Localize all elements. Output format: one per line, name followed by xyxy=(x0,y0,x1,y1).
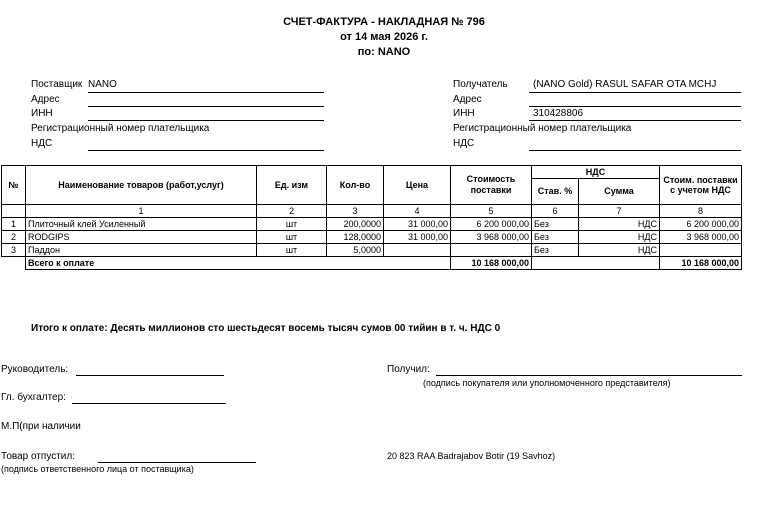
row-cost: 3 968 000,00 xyxy=(451,231,532,244)
header-price: Цена xyxy=(384,166,451,205)
stamp-label: М.П(при наличии xyxy=(1,421,81,432)
accountant-label: Гл. бухгалтер: xyxy=(1,392,66,403)
received-note: (подпись покупателя или уполномоченного представителя) xyxy=(423,378,671,388)
row-cost xyxy=(451,244,532,257)
received-sign-line xyxy=(436,375,742,376)
supplier-line xyxy=(88,92,324,93)
row-total xyxy=(660,244,742,257)
supplier-label: Поставщик xyxy=(31,79,83,90)
driver-info: 20 823 RAA Badrajabov Botir (19 Savhoz) xyxy=(387,451,556,461)
supplier-reg-label: Регистрационный номер плательщика xyxy=(31,123,210,134)
total-cost: 10 168 000,00 xyxy=(451,257,532,270)
row-num: 1 xyxy=(2,218,26,231)
header-name: Наименование товаров (работ,услуг) xyxy=(26,166,257,205)
row-vat-rate: Без xyxy=(532,244,579,257)
invoice-title: СЧЕТ-ФАКТУРА - НАКЛАДНАЯ № 796 xyxy=(283,16,485,28)
table-row xyxy=(2,218,742,231)
recipient-value: (NANO Gold) RASUL SAFAR OTA MCHJ xyxy=(533,79,717,90)
recipient-vat-line xyxy=(529,150,741,151)
row-vat-sum: НДС xyxy=(579,218,660,231)
total-empty-cell xyxy=(2,257,26,270)
supplier-value: NANO xyxy=(88,79,117,90)
total-vat-cell xyxy=(532,257,660,270)
row-total: 6 200 000,00 xyxy=(660,218,742,231)
col-num-cell: 1 xyxy=(26,205,257,218)
recipient-line xyxy=(529,92,741,93)
col-num-cell: 3 xyxy=(327,205,384,218)
col-num-cell: 2 xyxy=(257,205,327,218)
supplier-address-label: Адрес xyxy=(31,94,60,105)
row-unit: шт xyxy=(257,218,327,231)
table-row xyxy=(2,244,742,257)
row-vat-rate: Без xyxy=(532,231,579,244)
supplier-inn-line xyxy=(88,120,324,121)
col-num-cell: 6 xyxy=(532,205,579,218)
row-vat-sum: НДС xyxy=(579,244,660,257)
released-note: (подпись ответственного лица от поставщика) xyxy=(1,464,194,474)
recipient-vat-label: НДС xyxy=(453,138,475,149)
header-cost: Стоимость поставки xyxy=(451,166,532,205)
received-label: Получил: xyxy=(387,364,430,375)
header-vat: НДС xyxy=(532,166,660,179)
accountant-sign-line xyxy=(72,403,226,404)
row-price: 31 000,00 xyxy=(384,218,451,231)
supplier-address-line xyxy=(88,106,324,107)
col-num-cell: 4 xyxy=(384,205,451,218)
header-qty: Кол-во xyxy=(327,166,384,205)
col-num-cell xyxy=(2,205,26,218)
total-with-vat: 10 168 000,00 xyxy=(660,257,742,270)
row-name: Плиточный клей Усиленный xyxy=(26,218,257,231)
row-name: RODGIPS xyxy=(26,231,257,244)
director-sign-line xyxy=(76,375,224,376)
table-row xyxy=(2,231,742,244)
row-unit: шт xyxy=(257,231,327,244)
col-num-cell: 7 xyxy=(579,205,660,218)
row-vat-sum: НДС xyxy=(579,231,660,244)
supplier-vat-label: НДС xyxy=(31,138,53,149)
released-label: Товар отпустил: xyxy=(1,451,75,462)
items-table xyxy=(1,165,742,270)
row-num: 2 xyxy=(2,231,26,244)
recipient-address-label: Адрес xyxy=(453,94,482,105)
row-qty: 200,0000 xyxy=(327,218,384,231)
row-name: Паддон xyxy=(26,244,257,257)
header-num: № xyxy=(2,166,26,205)
recipient-label: Получатель xyxy=(453,79,508,90)
row-total: 3 968 000,00 xyxy=(660,231,742,244)
recipient-inn-value: 310428806 xyxy=(533,108,584,119)
header-vat-sum: Сумма xyxy=(579,179,660,205)
invoice-basis: по: NANO xyxy=(357,46,411,58)
invoice-date: от 14 мая 2026 г. xyxy=(340,31,428,43)
total-row xyxy=(2,257,742,270)
row-qty: 5,0000 xyxy=(327,244,384,257)
header-vat-rate: Став. % xyxy=(532,179,579,205)
row-cost: 6 200 000,00 xyxy=(451,218,532,231)
row-price: 31 000,00 xyxy=(384,231,451,244)
director-label: Руководитель: xyxy=(1,364,69,375)
col-num-cell: 5 xyxy=(451,205,532,218)
header-unit: Ед. изм xyxy=(257,166,327,205)
recipient-address-line xyxy=(529,106,741,107)
recipient-inn-label: ИНН xyxy=(453,108,475,119)
row-unit: шт xyxy=(257,244,327,257)
released-sign-line xyxy=(98,462,256,463)
row-price xyxy=(384,244,451,257)
row-num: 3 xyxy=(2,244,26,257)
row-vat-rate: Без xyxy=(532,218,579,231)
recipient-reg-label: Регистрационный номер плательщика xyxy=(453,123,632,134)
supplier-inn-label: ИНН xyxy=(31,108,53,119)
total-label: Всего к оплате xyxy=(26,257,451,270)
column-number-row xyxy=(2,205,742,218)
amount-in-words: Итого к оплате: Десять миллионов сто шестьдесят восемь тысяч сумов 00 тийин в т. ч. НДС 0 xyxy=(31,323,501,334)
header-total: Стоим. поставки с учетом НДС xyxy=(660,166,742,205)
row-qty: 128,0000 xyxy=(327,231,384,244)
recipient-inn-line xyxy=(529,120,741,121)
supplier-vat-line xyxy=(88,150,324,151)
col-num-cell: 8 xyxy=(660,205,742,218)
